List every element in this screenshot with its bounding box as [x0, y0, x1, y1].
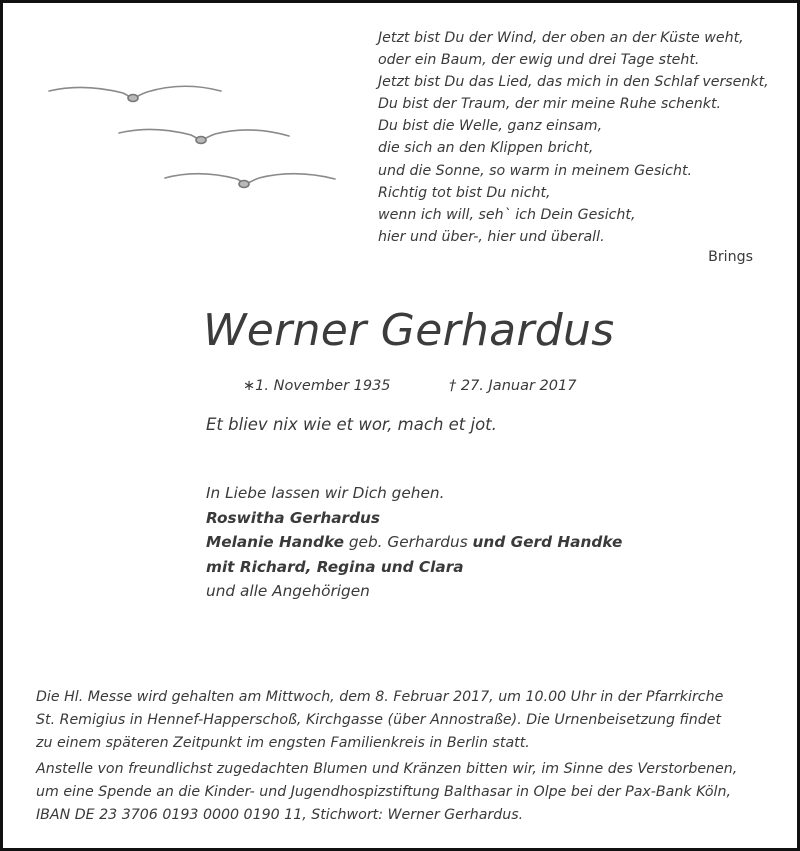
family-grandchildren: mit Richard, Regina und Clara [206, 557, 464, 576]
family-intro: In Liebe lassen wir Dich gehen. [206, 484, 445, 502]
poem-author: Brings [708, 249, 753, 265]
family-member-partner: und Gerd Handke [472, 533, 623, 551]
family-member-note: geb. Gerhardus [343, 533, 473, 551]
donation-line: IBAN DE 23 3706 0193 0000 0190 11, Stichwort: Werner Gerhardus. [36, 806, 524, 823]
poem-line: Jetzt bist Du das Lied, das mich in den Schlaf versenkt, [378, 74, 769, 91]
poem-line: Du bist die Welle, ganz einsam, [378, 118, 603, 135]
poem-line: oder ein Baum, der ewig und drei Tage steht. [378, 52, 700, 69]
family-relatives: und alle Angehörigen [206, 582, 370, 600]
donation-line: um eine Spende an die Kinder- und Jugendhospizstiftung Balthasar in Olpe bei der Pax-Bank Köln, [36, 784, 731, 801]
service-line: Die Hl. Messe wird gehalten am Mittwoch, dem 8. Februar 2017, um 10.00 Uhr in der Pfarrkirche [36, 689, 724, 705]
poem-line: und die Sonne, so warm in meinem Gesicht. [378, 162, 693, 179]
motto: Et bliev nix wie et wor, mach et jot. [206, 415, 497, 434]
family-member-name: Melanie Handke [206, 533, 344, 551]
bird-icon [49, 86, 221, 101]
family-member: Roswitha Gerhardus [206, 508, 381, 527]
poem-line: Du bist der Traum, der mir meine Ruhe schenkt. [378, 96, 722, 113]
poem [378, 27, 788, 248]
poem-line: die sich an den Klippen bricht, [378, 140, 594, 157]
poem-line: hier und über-, hier und überall. [378, 228, 605, 245]
deceased-name: Werner Gerhardus [203, 305, 615, 356]
bird-icon [119, 129, 289, 143]
family-signature [206, 481, 622, 604]
death-date: † 27. Januar 2017 [449, 378, 577, 394]
poem-line: wenn ich will, seh` ich Dein Gesicht, [378, 206, 636, 223]
flying-birds-illustration [43, 73, 343, 193]
poem-line: Richtig tot bist Du nicht, [378, 184, 551, 201]
bird-icon [165, 174, 335, 188]
poem-line: Jetzt bist Du der Wind, der oben an der Küste weht, [378, 30, 744, 46]
service-notice [36, 686, 776, 827]
donation-line: Anstelle von freundlichst zugedachten Blumen und Kränzen bitten wir, im Sinne des Verstorbenen, [36, 761, 738, 778]
family-member [206, 530, 622, 555]
service-line: St. Remigius in Hennef-Happerschoß, Kirchgasse (über Annostraße). Die Urnenbeisetzung findet [36, 711, 722, 728]
birth-date: ∗1. November 1935 [243, 378, 391, 394]
service-line: zu einem späteren Zeitpunkt im engsten Familienkreis in Berlin statt. [36, 734, 530, 751]
